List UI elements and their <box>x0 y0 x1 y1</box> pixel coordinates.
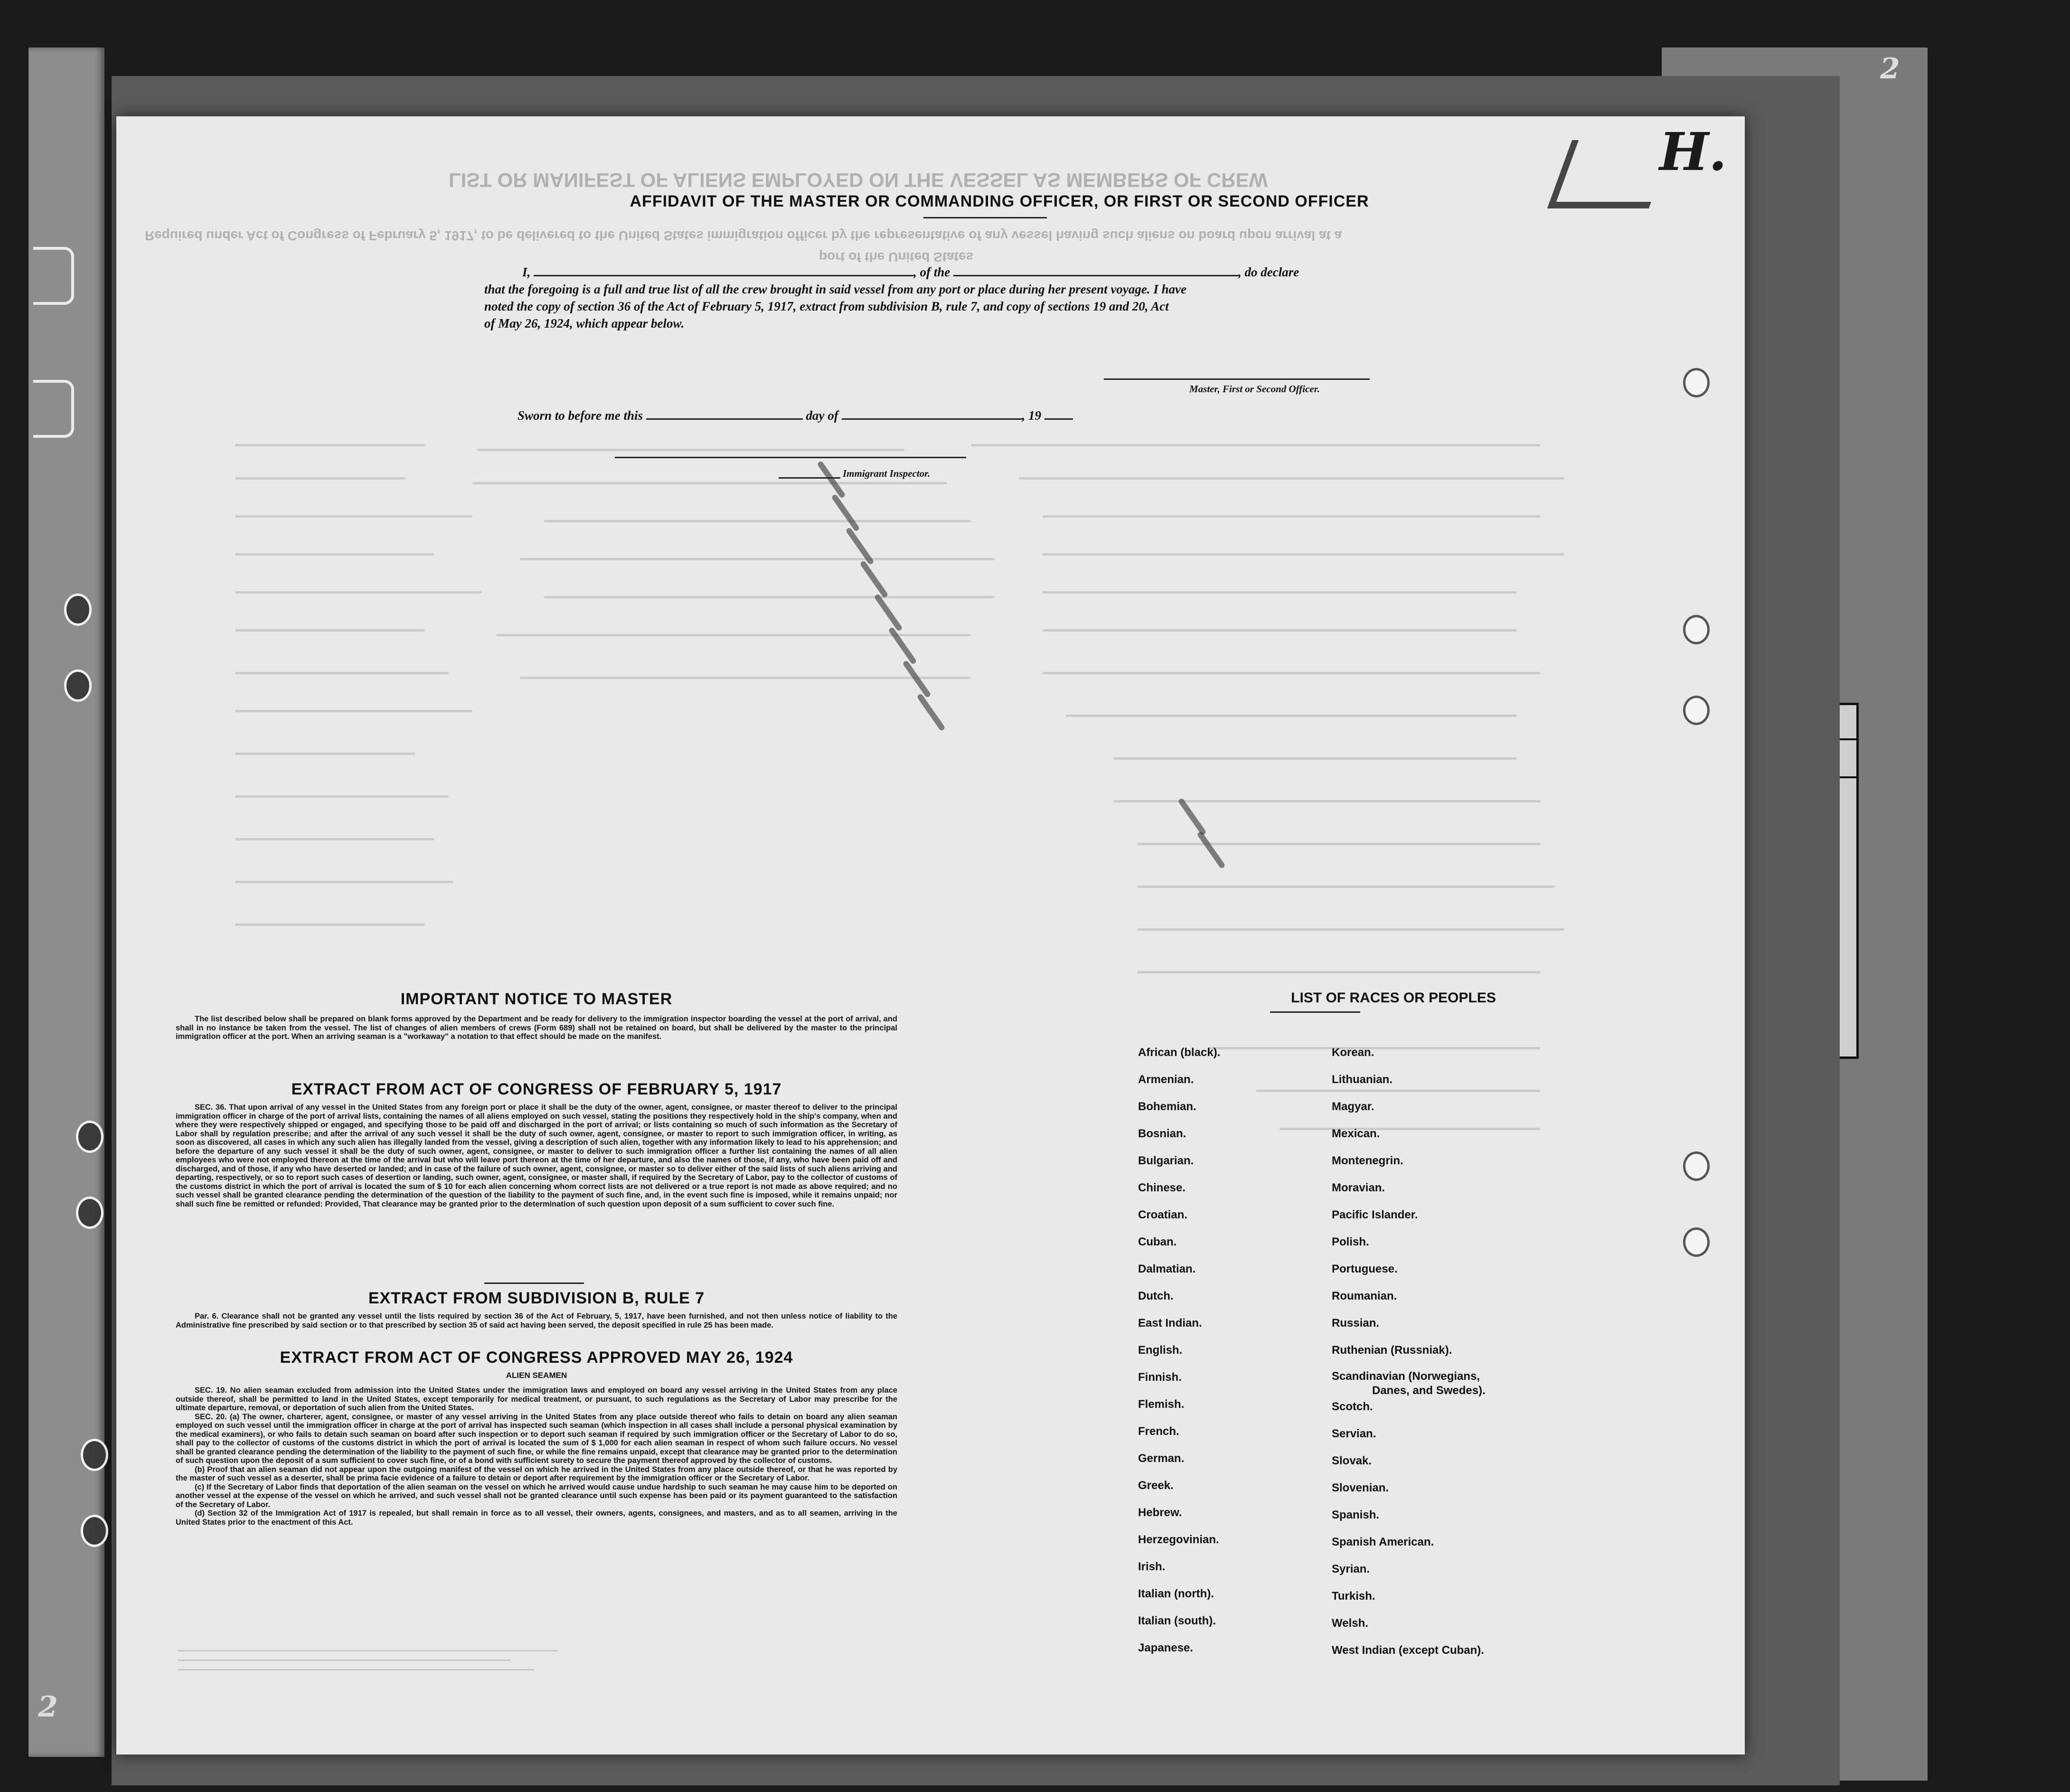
race-item: East Indian. <box>1138 1317 1202 1330</box>
race-item: Russian. <box>1332 1317 1380 1330</box>
race-item: Polish. <box>1332 1236 1369 1248</box>
year-prefix: , 19 <box>1022 408 1042 423</box>
bleed-through-row <box>1113 757 1517 760</box>
bleed-through-row <box>1137 843 1541 845</box>
punch-hole <box>1683 696 1710 725</box>
bleed-through-row <box>235 553 434 556</box>
inspector-caption: Immigrant Inspector. <box>843 468 931 479</box>
race-item: Danes, and Swedes). <box>1372 1384 1486 1397</box>
binder-ring <box>64 594 92 626</box>
name-blank-field[interactable] <box>534 275 913 276</box>
master-signature-line[interactable] <box>1104 378 1370 380</box>
race-item: Bulgarian. <box>1138 1154 1194 1167</box>
bleed-through-row <box>971 444 1541 446</box>
notice-text: The list described below shall be prepared on blank forms approved by the Department and be ready for delivery to the immigration inspector boarding the vessel at the port of arrival, and shall in no instance be taken from the vessel. The list of changes of alien members of crews (Form 689) shall not be retained on board, but shall be delivered by the master to the principal immigration officer at the port. When an arriving seaman is a "workaway" a notation to that effect should be made on the manifest. <box>176 1015 897 1041</box>
bleed-through-row <box>235 629 425 632</box>
bleed-through-row <box>235 881 453 883</box>
race-item: Magyar. <box>1332 1100 1374 1113</box>
race-item: Finnish. <box>1138 1371 1182 1384</box>
race-item: Spanish American. <box>1332 1536 1434 1548</box>
punch-hole <box>1683 1227 1710 1257</box>
races-title: LIST OF RACES OR PEOPLES <box>1291 990 1496 1006</box>
race-item: Cuban. <box>1138 1236 1177 1248</box>
affidavit-body <box>484 264 1386 332</box>
race-item: Flemish. <box>1138 1398 1185 1411</box>
race-item: Japanese. <box>1138 1641 1194 1654</box>
bleed-through-row <box>1137 971 1541 973</box>
race-item: Turkish. <box>1332 1590 1375 1603</box>
punch-hole <box>1683 615 1710 644</box>
dash-mark <box>874 594 903 632</box>
dash-mark <box>817 461 846 499</box>
race-item: African (black). <box>1138 1046 1221 1059</box>
bleed-through-row <box>235 477 406 480</box>
binder-edge <box>28 47 104 1757</box>
race-item: Scandinavian (Norwegians, <box>1332 1370 1480 1383</box>
race-item: Roumanian. <box>1332 1290 1397 1302</box>
punch-hole <box>1683 1151 1710 1181</box>
bleed-through-row <box>1256 1090 1541 1092</box>
title-rule <box>923 217 1047 218</box>
bleed-through-row <box>235 515 472 518</box>
bleed-through-row <box>1042 672 1541 674</box>
bleed-through-row <box>1018 477 1564 480</box>
bleed-through-row <box>1042 591 1517 594</box>
bleed-through-row <box>235 710 472 712</box>
subdivision-b-title: EXTRACT FROM SUBDIVISION B, RULE 7 <box>368 1289 705 1307</box>
race-item: Moravian. <box>1332 1181 1385 1194</box>
subdivision-b-text: Par. 6. Clearance shall not be granted any vessel until the lists required by section 36 of the Act of February, 5, 1917, have been furnished, and not then unless notice of liability to the Administrative fine prescribed by said section or to that prescribed by section 35 of said act having been served, the deposit specified in rule 25 has been made. <box>176 1312 897 1330</box>
races-rule <box>1270 1011 1360 1013</box>
bleed-through-row <box>472 482 947 484</box>
bleed-through-row <box>235 444 425 446</box>
day-of-text: day of <box>806 408 838 423</box>
binder-ring <box>81 1515 108 1547</box>
sworn-text: Sworn to before me this <box>518 408 643 423</box>
bleed-through-row <box>520 558 995 560</box>
affidavit-title: AFFIDAVIT OF THE MASTER OR COMMANDING OFFICER, OR FIRST OR SECOND OFFICER <box>630 192 1369 210</box>
handwritten-sheet-number: H. <box>1659 121 1727 182</box>
race-item: Slovenian. <box>1332 1481 1389 1494</box>
bleed-through-row <box>235 591 482 594</box>
dash-mark <box>1177 798 1206 836</box>
race-item: Servian. <box>1332 1427 1376 1440</box>
binder-clip <box>33 380 74 438</box>
race-item: Hebrew. <box>1138 1506 1182 1519</box>
affidavit-line-4: of May 26, 1924, which appear below. <box>484 316 685 330</box>
dash-mark <box>1196 831 1225 869</box>
bleed-through-row <box>477 449 904 451</box>
dash-mark <box>888 627 917 665</box>
extract-1924-title: EXTRACT FROM ACT OF CONGRESS APPROVED MAY 26, 1924 <box>280 1349 793 1367</box>
sworn-day-field[interactable] <box>646 418 803 420</box>
bleed-through-row <box>1113 800 1541 802</box>
binder-ring <box>81 1439 108 1471</box>
bleed-through-row <box>1042 629 1517 632</box>
inspector-signature-line[interactable] <box>615 457 966 458</box>
affidavit-line-2: that the foregoing is a full and true list of all the crew brought in said vessel from any port or place during her present voyage. I have <box>484 282 1187 296</box>
section-rule <box>484 1283 584 1284</box>
bleed-through-row <box>235 838 434 840</box>
bleed-through-subtitle: Required under Act of Congress of February 5, 1917, to be delivered to the United States immigration officer by the representative of any vessel having such aliens on board upon arrival at a <box>145 228 1342 243</box>
bleed-through-row <box>1066 715 1517 717</box>
race-item: Ruthenian (Russniak). <box>1332 1344 1452 1357</box>
binder-ring <box>76 1121 104 1153</box>
dash-mark <box>902 660 931 698</box>
alien-seamen-subheading: ALIEN SEAMEN <box>506 1371 567 1380</box>
affidavit-line-3: noted the copy of section 36 of the Act of February 5, 1917, extract from subdivision B, rule 7, and copy of sections 19 and 20, Act <box>484 299 1169 313</box>
race-item: Italian (south). <box>1138 1614 1216 1627</box>
race-item: Bohemian. <box>1138 1100 1196 1113</box>
race-item: Bosnian. <box>1138 1127 1186 1140</box>
master-signature-caption: Master, First or Second Officer. <box>1189 383 1320 395</box>
footer-bleed <box>178 1660 510 1661</box>
corner-handwritten-mark: 2 <box>1880 52 1900 85</box>
race-item: Lithuanian. <box>1332 1073 1393 1086</box>
race-item: Montenegrin. <box>1332 1154 1403 1167</box>
manifest-page <box>116 116 1745 1754</box>
extract-1924-text: SEC. 19. No alien seaman excluded from admission into the United States under the immigration laws and employed on board any vessel arriving in the United States from any place outside thereof, shall be permitted to land in the United States, except temporarily for medical treatment, or pursuant, to such regulations as the Secretary of Labor may prescribe for the ultimate departure, removal, or deportation of such alien from the United States. SEC. 20. (a) The owner, charterer, agent, consignee, or master of any vessel arriving in the United States from any place outside thereof who fails to detain on board any alien seaman employed on such vessel until the immigration officer in charge at the port of arrival has inspected such seaman (which inspection in all cases shall include a personal physical examination by the medical examiners), or who fails to detain such seaman on board after such inspection or to deport such seaman if required by such immigration officer or the Secretary of Labor to do so, shall pay to the collector of customs of the customs district in which the port of arrival is located the sum of $ 1,000 for each alien seaman in respect of whom such failure occurs. No vessel shall be granted clearance pending the determination of the liability to the payment of such fine, or while the fine remains unpaid, except that clearance may be granted prior to the determination of such question upon the deposit of a sum sufficient to cover such fine, or of a bond with sufficient surety to secure the payment thereof approved by the collector of customs. (b) Proof that an alien seaman did not appear upon the outgoing manifest of the vessel on which he arrived in the United States from any place outside thereof, or that he was reported by the master of such vessel as a deserter, shall be prima facie evidence of a failure to detain or deport after requirement by the immigration officer or the Secretary of Labor. (c) If the Secretary of Labor finds that deportation of the alien seaman on the vessel on which he arrived would cause undue hardship to such seaman he may cause him to be deported on another vessel at the expense of the vessel on which he arrived, and such vessel shall not be granted clearance until such expense has been paid or its payment guaranteed to the satisfaction of the Secretary of Labor. (d) Section 32 of the Immigration Act of 1917 is repealed, but shall remain in force as to all vessel, their owners, agents, consignees, and masters, and as to all seamen, arriving in the United States prior to the enactment of this Act. <box>176 1386 897 1527</box>
bleed-through-title: LIST OR MANIFEST OF ALIENS EMPLOYED ON THE VESSEL AS MEMBERS OF CREW <box>449 169 1268 191</box>
bleed-through-row <box>235 753 415 755</box>
bleed-through-row <box>235 924 425 926</box>
race-item: Korean. <box>1332 1046 1374 1059</box>
race-item: Mexican. <box>1332 1127 1380 1140</box>
bleed-through-row <box>1208 1047 1541 1049</box>
inspector-short-line <box>779 477 840 479</box>
binder-ring <box>64 670 92 702</box>
race-item: Chinese. <box>1138 1181 1186 1194</box>
race-item: Scotch. <box>1332 1400 1373 1413</box>
binder-ring <box>76 1197 104 1229</box>
dash-mark <box>831 494 860 532</box>
race-item: Dalmatian. <box>1138 1263 1196 1275</box>
affidavit-do-declare: , do declare <box>1238 265 1299 279</box>
sworn-year-field[interactable] <box>1044 418 1073 420</box>
race-item: Spanish. <box>1332 1509 1380 1521</box>
dash-mark <box>916 693 945 732</box>
race-item: English. <box>1138 1344 1183 1357</box>
race-item: Armenian. <box>1138 1073 1194 1086</box>
bleed-through-row <box>1042 553 1564 556</box>
extract-1917-title: EXTRACT FROM ACT OF CONGRESS OF FEBRUARY 5, 1917 <box>291 1080 782 1098</box>
handwritten-stroke <box>1547 140 1674 208</box>
bleed-through-row <box>235 795 449 798</box>
race-item: Syrian. <box>1332 1563 1370 1575</box>
bleed-through-row <box>1137 886 1555 888</box>
sworn-line <box>518 407 1073 424</box>
race-item: Croatian. <box>1138 1208 1188 1221</box>
race-item: Pacific Islander. <box>1332 1208 1418 1221</box>
margin-handwritten-mark: 2 <box>38 1690 58 1724</box>
bleed-through-subtitle-2: port of the United States <box>819 250 974 264</box>
bleed-through-row <box>544 520 971 522</box>
race-item: French. <box>1138 1425 1179 1438</box>
bleed-through-row <box>1137 928 1564 931</box>
bleed-through-row <box>496 634 971 636</box>
vessel-blank-field[interactable] <box>953 275 1238 276</box>
race-item: Greek. <box>1138 1479 1174 1492</box>
race-item: Slovak. <box>1332 1454 1372 1467</box>
bleed-through-row <box>235 672 449 674</box>
notice-title: IMPORTANT NOTICE TO MASTER <box>400 990 673 1008</box>
race-item: Irish. <box>1138 1560 1166 1573</box>
race-item: Italian (north). <box>1138 1587 1214 1600</box>
bleed-through-row <box>1280 1128 1541 1130</box>
race-item: Portuguese. <box>1332 1263 1398 1275</box>
punch-hole <box>1683 368 1710 397</box>
sworn-month-field[interactable] <box>842 418 1022 420</box>
affidavit-i: I, <box>522 265 531 279</box>
affidavit-of-the: , of the <box>913 265 950 279</box>
race-item: German. <box>1138 1452 1185 1465</box>
binder-clip <box>33 247 74 305</box>
bleed-through-row <box>520 677 971 679</box>
bleed-through-row <box>1042 515 1541 518</box>
footer-bleed <box>178 1669 534 1670</box>
extract-1917-text: SEC. 36. That upon arrival of any vessel in the United States from any foreign port or place it shall be the duty of the owner, agent, consignee, or master thereof to deliver to the principal immigration officer in charge of the port of arrival lists, containing the names of all aliens employed on such vessel, stating the positions they respectively hold in the ship's company, when and where they were respectively shipped or engaged, and specifying those to be paid off and discharged in the port of arrival; or lists containing so much of such information as the Secretary of Labor shall by regulation prescribe; and after the arrival of any such vessel it shall be the duty of such owner, agent, consignee, or master to report to such immigration officer, in writing, as soon as discovered, all cases in which any such alien has illegally landed from the vessel, giving a description of such alien, together with any information likely to lead to his apprehension; and before the departure of any such vessel it shall be the duty of such owner, agent, consignee, or master to deliver to such immigration officer a further list containing the names of all alien employees who were not employed thereon at the time of the arrival but who will leave port thereon at the time of her departure, and also the names of those, if any, who have been paid off and discharged, and of those, if any who have deserted or landed; and in case of the failure of such owner, agent, consignee, or master so to deliver either of the said lists of such aliens arriving and departing, respectively, or so to report such cases of desertion or landing, such owner, agent, consignee, or master shall, if required by the Secretary of Labor, pay to the collector of customs of the customs district in which the port of arrival is located the sum of $ 10 for each alien concerning whom correct lists are not delivered or a true report is not made as above required; and no such vessel shall be granted clearance pending the determination of the question of the liability to the payment of such fine, and, in the event such fine is imposed, while it remains unpaid; nor shall such fine be remitted or refunded: Provided, That clearance may be granted prior to the determination of such question upon deposit of a sum sufficient to cover such fine. <box>176 1103 897 1208</box>
footer-bleed <box>178 1650 558 1651</box>
race-item: West Indian (except Cuban). <box>1332 1644 1484 1657</box>
race-item: Dutch. <box>1138 1290 1174 1302</box>
race-item: Welsh. <box>1332 1617 1368 1630</box>
bleed-through-row <box>544 596 995 598</box>
race-item: Herzegovinian. <box>1138 1533 1219 1546</box>
dash-mark <box>859 560 888 599</box>
